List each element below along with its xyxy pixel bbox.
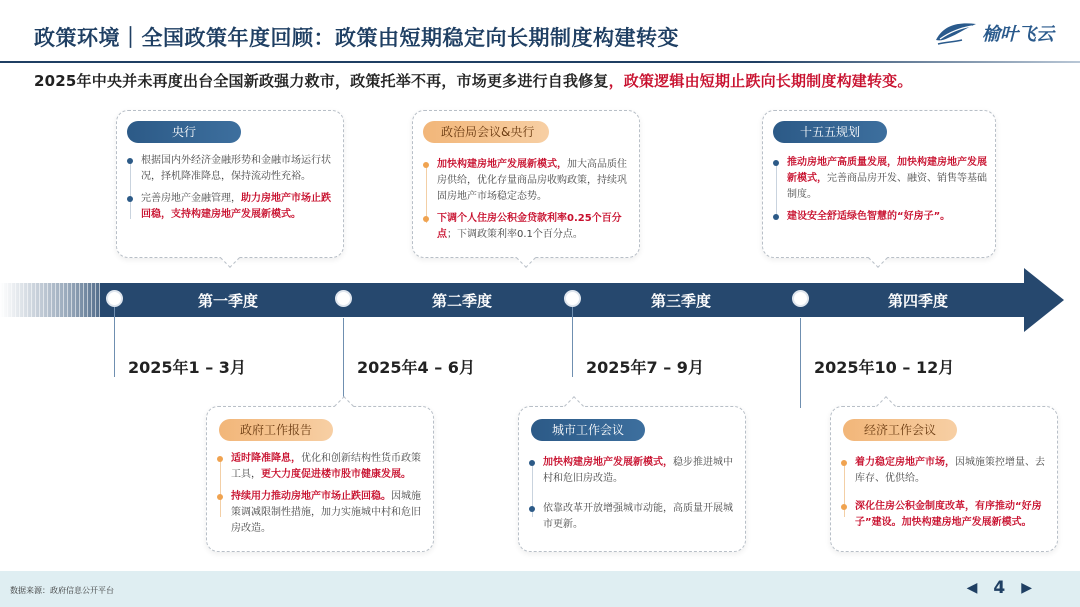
timeline-stripes xyxy=(0,280,100,320)
timeline-node xyxy=(106,290,123,307)
card-pointer xyxy=(334,396,354,416)
quarter-label: 第二季度 xyxy=(432,292,493,310)
logo-text: 榆叶飞云 xyxy=(982,24,1054,45)
quarter-date: 2025年1 – 3月 xyxy=(128,358,246,377)
triangle-left-icon[interactable]: ◀ xyxy=(966,580,978,596)
card-bullet: 建设安全舒适绿色智慧的“好房子”。 xyxy=(773,209,987,225)
card-bullet: 依靠改革开放增强城市动能，高质量开展城市更新。 xyxy=(529,501,737,533)
card-politburo xyxy=(412,110,640,258)
card-tag: 政府工作报告 xyxy=(219,419,333,441)
card-tag: 十五五规划 xyxy=(773,121,887,143)
card-central-bank xyxy=(116,110,344,258)
card-bullet: 着力稳定房地产市场，因城施策控增量、去库存、优供给。 xyxy=(841,455,1049,487)
card-15th-plan xyxy=(762,110,996,258)
timeline-tick xyxy=(800,318,801,408)
quarter-label: 第三季度 xyxy=(651,292,712,310)
summary-line xyxy=(34,70,913,91)
card-city-work-conference xyxy=(518,406,746,552)
card-economic-work-conference xyxy=(830,406,1058,552)
quarter-label: 第一季度 xyxy=(198,292,259,310)
footer xyxy=(0,571,1080,607)
card-tag: 城市工作会议 xyxy=(531,419,645,441)
bullet-dot xyxy=(529,460,535,466)
quarter-label: 第四季度 xyxy=(888,292,949,310)
quarter-date: 2025年10 – 12月 xyxy=(814,358,955,377)
leaf-icon xyxy=(934,20,978,46)
bullet-dot xyxy=(217,494,223,500)
page-title: 政策环境｜全国政策年度回顾：政策由短期稳定向长期制度构建转变 xyxy=(34,26,679,50)
card-tag: 央行 xyxy=(127,121,241,143)
card-bullet: 根据国内外经济金融形势和金融市场运行状况，择机降准降息，保持流动性充裕。 xyxy=(127,153,335,185)
card-bullet: 加快构建房地产发展新模式，稳步推进城中村和危旧房改造。 xyxy=(529,455,737,487)
card-tag: 政治局会议&央行 xyxy=(423,121,549,143)
quarter-date: 2025年4 – 6月 xyxy=(357,358,475,377)
summary-text: 2025年中央并未再度出台全国新政强力救市，政策托举不再，市场更多进行自我修复 xyxy=(34,72,609,90)
card-bullet: 适时降准降息，优化和创新结构性货币政策工具，更大力度促进楼市股市健康发展。 xyxy=(217,451,425,483)
brand-logo xyxy=(934,20,1054,46)
card-gov-work-report xyxy=(206,406,434,552)
timeline-tick xyxy=(114,307,115,377)
bullet-dot xyxy=(127,196,133,202)
card-bullet: 持续用力推动房地产市场止跌回稳。因城施策调减限制性措施，加力实施城中村和危旧房改造。 xyxy=(217,489,425,537)
card-bullet: 完善房地产金融管理，助力房地产市场止跌回稳，支持构建房地产发展新模式。 xyxy=(127,191,335,223)
card-pointer xyxy=(876,396,896,416)
card-pointer xyxy=(516,248,536,268)
bullet-dot xyxy=(127,158,133,164)
page-number: 4 xyxy=(993,578,1006,598)
timeline-node xyxy=(335,290,352,307)
timeline-tick xyxy=(572,307,573,377)
card-tag: 经济工作会议 xyxy=(843,419,957,441)
bullet-dot xyxy=(841,504,847,510)
card-bullet: 深化住房公积金制度改革，有序推动“好房子”建设。加快构建房地产发展新模式。 xyxy=(841,499,1049,531)
bullet-dot xyxy=(423,162,429,168)
bullet-dot xyxy=(217,456,223,462)
card-pointer xyxy=(220,248,240,268)
bullet-dot xyxy=(773,160,779,166)
quarter-date: 2025年7 – 9月 xyxy=(586,358,704,377)
card-bullet: 推动房地产高质量发展，加快构建房地产发展新模式，完善商品房开发、融资、销售等基础制度。 xyxy=(773,155,987,203)
bullet-dot xyxy=(773,214,779,220)
header-divider xyxy=(0,61,1080,63)
card-pointer xyxy=(564,396,584,416)
header xyxy=(0,0,1080,62)
data-source: 数据来源：政府信息公开平台 xyxy=(10,586,114,595)
pager xyxy=(967,578,1032,598)
timeline-tick xyxy=(343,318,344,408)
summary-highlight: ，政策逻辑由短期止跌向长期制度构建转变。 xyxy=(608,72,913,90)
card-pointer xyxy=(868,248,888,268)
triangle-right-icon[interactable]: ▶ xyxy=(1021,580,1032,596)
card-bullet: 加快构建房地产发展新模式，加大高品质住房供给，优化存量商品房收购政策，持续巩固房地产市场稳定态势。 xyxy=(423,157,631,205)
timeline-node xyxy=(792,290,809,307)
timeline-node xyxy=(564,290,581,307)
bullet-dot xyxy=(529,506,535,512)
timeline-arrow-head xyxy=(1024,268,1064,332)
card-bullet: 下调个人住房公积金贷款利率0.25个百分点；下调政策利率0.1个百分点。 xyxy=(423,211,631,243)
bullet-dot xyxy=(423,216,429,222)
bullet-dot xyxy=(841,460,847,466)
